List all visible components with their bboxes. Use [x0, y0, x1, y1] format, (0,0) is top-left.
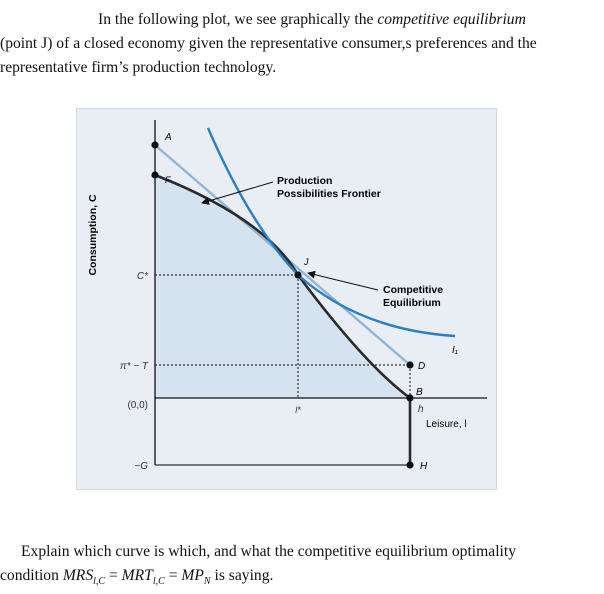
point-j-marker	[294, 271, 301, 278]
label-i1: I₁	[452, 345, 458, 356]
tick-pi-minus-t: π* − T	[119, 361, 148, 372]
question-line-2: condition $MRS_{l,C} = MRT_{l,C} = MP_N$ is saying.	[0, 567, 274, 588]
tick-cstar: C*	[136, 271, 148, 282]
intro-line-2: (point J) of a closed economy given the representative consumer,s preferences and the	[0, 35, 537, 52]
question-line-1: Explain which curve is which, and what the competitive equilibrium optimality	[21, 543, 516, 560]
ppf-label-line1: Production	[277, 175, 333, 187]
label-point-d: D	[418, 361, 426, 372]
intro-line-3: representative firm’s production technology.	[0, 59, 277, 76]
point-f-marker	[151, 171, 158, 178]
label-point-b: B	[416, 387, 423, 398]
label-point-f: F	[165, 175, 171, 185]
label-point-h: H	[420, 461, 428, 472]
ppf-arrow	[202, 182, 273, 203]
equilibrium-label-line2: Equilibrium	[383, 297, 441, 309]
intro-emphasis: competitive equilibrium	[377, 11, 526, 28]
label-point-j: J	[304, 257, 309, 267]
question-paragraph	[0, 540, 516, 594]
equilibrium-label-line1: Competitive	[383, 284, 444, 296]
point-d-marker	[406, 361, 413, 368]
intro-line-1: In the following plot, we see graphically the competitive equilibrium	[98, 11, 526, 28]
point-b-marker	[406, 394, 413, 401]
tick-origin: (0,0)	[127, 400, 148, 411]
ppf-label-line2: Possibilities Frontier	[277, 188, 381, 200]
tick-h: h	[418, 404, 424, 415]
tick-minus-g: −G	[134, 461, 148, 472]
point-h-marker	[406, 461, 413, 468]
label-point-a: A	[165, 132, 172, 143]
y-axis-label: Consumption, C	[87, 194, 99, 276]
point-a-marker	[151, 141, 158, 148]
tick-lstar: l*	[295, 405, 301, 415]
x-axis-label: Leisure, l	[426, 419, 467, 430]
